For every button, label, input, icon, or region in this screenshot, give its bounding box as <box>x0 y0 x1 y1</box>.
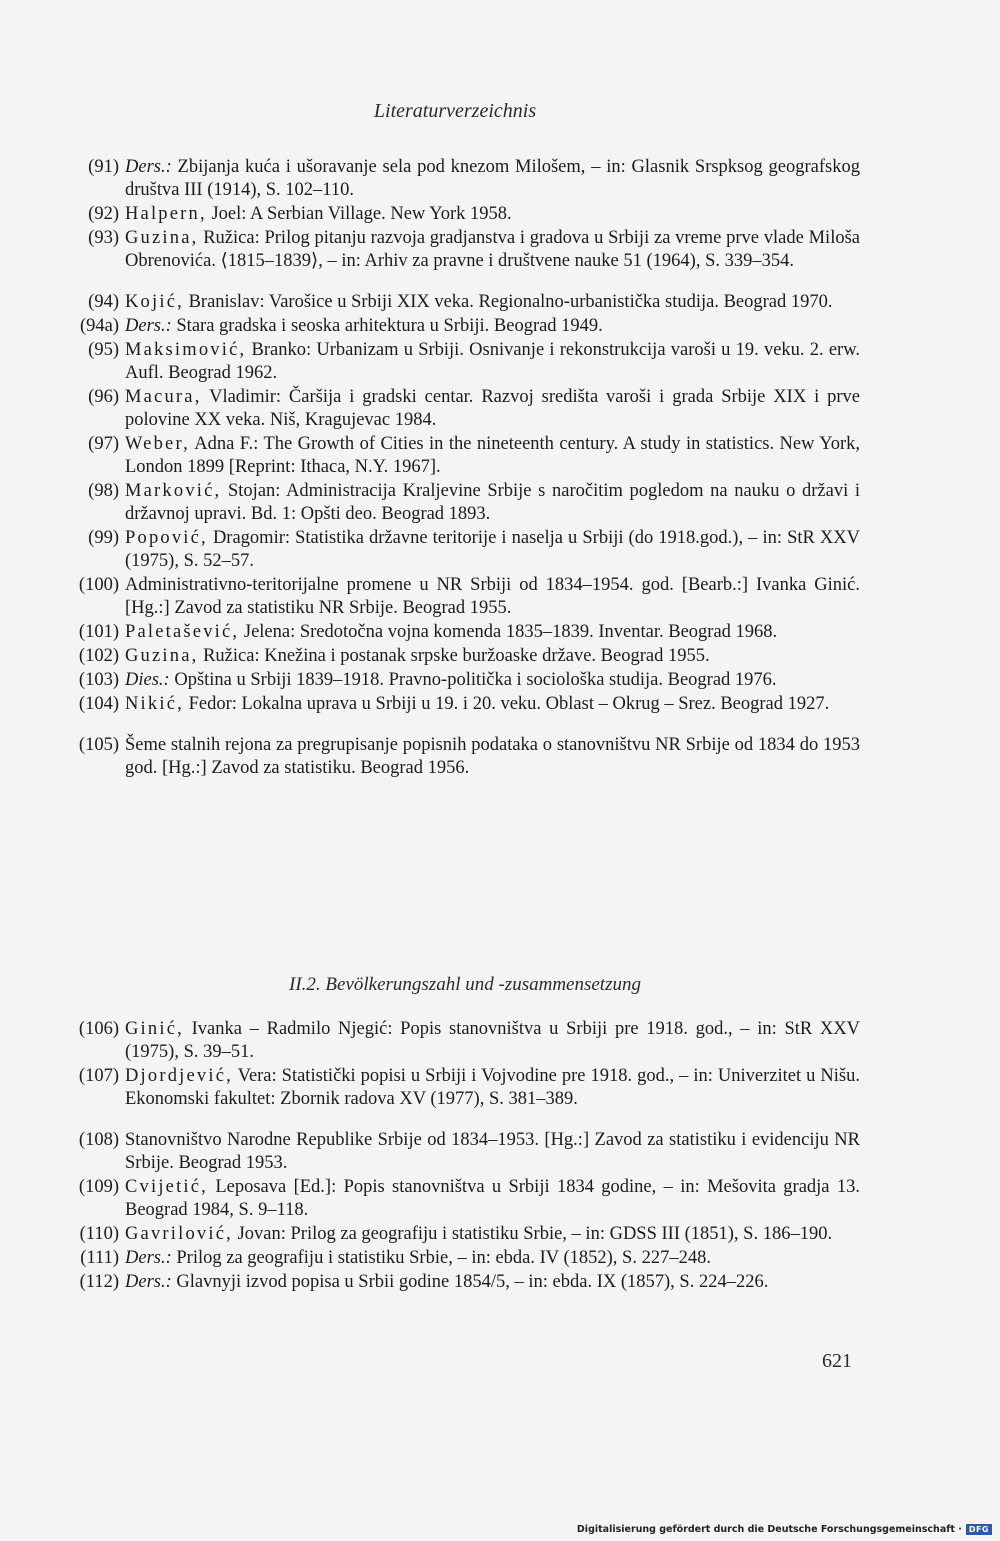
reference-body <box>125 291 860 314</box>
reference-number: (106) <box>78 1019 119 1039</box>
reference-number: (112) <box>79 1272 119 1292</box>
reference-number: (94) <box>88 292 119 312</box>
reference-author: Gavrilović, <box>125 1224 233 1244</box>
reference-body <box>125 574 860 620</box>
reference-entry <box>70 1247 860 1270</box>
reference-number: (99) <box>88 528 119 548</box>
reference-text: Jelena: Sredotočna vojna komenda 1835–1839. Inventar. Beograd 1968. <box>239 622 778 642</box>
reference-number: (105) <box>78 735 119 755</box>
reference-entry <box>70 227 860 273</box>
reference-body <box>125 156 860 202</box>
reference-entry <box>70 156 860 202</box>
reference-author: Kojić, <box>125 292 184 312</box>
reference-text: Leposava [Ed.]: Popis stanovništva u Srbiji 1834 godine, – in: Mešovita gradja 13. Beograd 1984, S. 9–118. <box>125 1177 860 1220</box>
reference-text: Vladimir: Čaršija i gradski centar. Razvoj središta varoši i grada Srbije XIX i prve polovine XX veka. Niš, Kragujevac 1984. <box>125 387 860 430</box>
reference-body <box>125 1247 860 1270</box>
reference-number: (96) <box>88 387 119 407</box>
reference-author: Marković, <box>125 481 222 501</box>
reference-body <box>125 645 860 668</box>
reference-entry <box>70 315 860 338</box>
reference-author: Ders.: <box>125 316 172 336</box>
reference-entry <box>70 734 860 780</box>
reference-text: Branko: Urbanizam u Srbiji. Osnivanje i rekonstrukcija varoši u 19. veku. 2. erw. Aufl. Beograd 1962. <box>125 340 860 383</box>
reference-text: Fedor: Lokalna uprava u Srbiji u 19. i 20. veku. Oblast – Okrug – Srez. Beograd 1927. <box>183 694 830 714</box>
reference-author: Ders.: <box>125 1248 172 1268</box>
reference-body <box>125 527 860 573</box>
reference-entry <box>70 203 860 226</box>
reference-body <box>125 1018 860 1064</box>
reference-entry <box>70 1129 860 1175</box>
reference-author: Maksimović, <box>125 340 247 360</box>
reference-author: Djordjević, <box>125 1066 233 1086</box>
reference-body <box>125 339 860 385</box>
reference-text: Stanovništvo Narodne Republike Srbije od 1834–1953. [Hg.:] Zavod za statistiku i evidenciju NR Srbije. Beograd 1953. <box>125 1130 860 1173</box>
reference-author: Guzina, <box>125 228 199 248</box>
reference-number: (107) <box>78 1066 119 1086</box>
reference-entry <box>70 1271 860 1294</box>
reference-author: Guzina, <box>125 646 199 666</box>
reference-entry <box>70 1223 860 1246</box>
reference-body <box>125 203 860 226</box>
reference-body <box>125 1271 860 1294</box>
reference-number: (110) <box>79 1224 119 1244</box>
reference-body <box>125 227 860 273</box>
reference-body <box>125 1065 860 1111</box>
reference-entry <box>70 291 860 314</box>
reference-entry <box>70 339 860 385</box>
reference-entry <box>70 669 860 692</box>
reference-number: (103) <box>78 670 119 690</box>
reference-number: (102) <box>78 646 119 666</box>
reference-number: (91) <box>88 157 119 177</box>
reference-text: Zbijanja kuća i ušoravanje sela pod knezom Milošem, – in: Glasnik Srspksog geografskog društva III (1914), S. 102–110. <box>125 157 860 200</box>
running-head: Literaturverzeichnis <box>373 100 537 122</box>
reference-author: Ders.: <box>125 157 172 177</box>
reference-text: Šeme stalnih rejona za pregrupisanje popisnih podataka o stanovništvu NR Srbije od 1834 do 1953 god. [Hg.:] Zavod za statistiku. Beograd 1956. <box>125 735 860 778</box>
reference-entry <box>70 1018 860 1064</box>
reference-author: Dies.: <box>125 670 170 690</box>
reference-text: Ružica: Knežina i postanak srpske buržoaske države. Beograd 1955. <box>198 646 710 666</box>
reference-entry <box>70 574 860 620</box>
reference-entry <box>70 693 860 716</box>
reference-text: Branislav: Varošice u Srbiji XIX veka. Regionalno-urbanistička studija. Beograd 1970. <box>183 292 833 312</box>
reference-body <box>125 386 860 432</box>
reference-entry <box>70 621 860 644</box>
reference-number: (111) <box>80 1248 119 1268</box>
digitization-footer <box>577 1524 992 1535</box>
reference-entry <box>70 1065 860 1111</box>
reference-author: Paletašević, <box>125 622 240 642</box>
reference-text: Ružica: Prilog pitanju razvoja gradjanstva i gradova u Srbiji za vreme prve vlade Miloša Obrenovića. ⟨1815–1839⟩, – in: Arhiv za pravne i društvene nauke 51 (1964), S. 339–354. <box>125 228 860 271</box>
reference-body <box>125 480 860 526</box>
footer-text: Digitalisierung gefördert durch die Deutsche Forschungsgemeinschaft · <box>576 1524 962 1535</box>
reference-number: (109) <box>78 1177 119 1197</box>
reference-list-settlements <box>70 156 860 781</box>
reference-number: (98) <box>88 481 119 501</box>
reference-author: Weber, <box>125 434 190 454</box>
reference-author: Ginić, <box>125 1019 184 1039</box>
reference-text: Administrativno-teritorijalne promene u NR Srbiji od 1834–1954. god. [Bearb.:] Ivanka Ginić. [Hg.:] Zavod za statistiku NR Srbije. Beograd 1955. <box>125 575 860 618</box>
reference-entry <box>70 527 860 573</box>
reference-number: (95) <box>88 340 119 360</box>
reference-number: (104) <box>78 694 119 714</box>
reference-body <box>125 433 860 479</box>
reference-body <box>125 621 860 644</box>
reference-body <box>125 1223 860 1246</box>
reference-author: Popović, <box>125 528 208 548</box>
reference-number: (108) <box>78 1130 119 1150</box>
reference-body <box>125 1129 860 1175</box>
reference-entry <box>70 480 860 526</box>
reference-text: Prilog za geografiju i statistiku Srbie, – in: ebda. IV (1852), S. 227–248. <box>171 1248 711 1268</box>
section-heading: II.2. Bevölkerungszahl und -zusammensetzung <box>289 974 641 995</box>
reference-body <box>125 693 860 716</box>
reference-text: Ivanka – Radmilo Njegić: Popis stanovništva u Srbiji pre 1918. god., – in: StR XXV (1975), S. 39–51. <box>125 1019 860 1062</box>
reference-body <box>125 734 860 780</box>
reference-text: Adna F.: The Growth of Cities in the nineteenth century. A study in statistics. New York, London 1899 [Reprint: Ithaca, N.Y. 1967]. <box>125 434 860 477</box>
reference-body <box>125 669 860 692</box>
reference-entry <box>70 386 860 432</box>
reference-entry <box>70 645 860 668</box>
dfg-logo: DFG <box>966 1524 992 1535</box>
reference-body <box>125 315 860 338</box>
reference-number: (101) <box>78 622 119 642</box>
reference-number: (97) <box>88 434 119 454</box>
reference-text: Stara gradska i seoska arhitektura u Srbiji. Beograd 1949. <box>171 316 603 336</box>
reference-text: Jovan: Prilog za geografiju i statistiku Srbie, – in: GDSS III (1851), S. 186–190. <box>232 1224 833 1244</box>
reference-number: (100) <box>78 575 119 595</box>
reference-author: Nikić, <box>125 694 184 714</box>
reference-author: Halpern, <box>125 204 207 224</box>
reference-text: Glavnyji izvod popisa u Srbii godine 1854/5, – in: ebda. IX (1857), S. 224–226. <box>171 1272 769 1292</box>
reference-author: Ders.: <box>125 1272 172 1292</box>
reference-text: Vera: Statistički popisi u Srbiji i Vojvodine pre 1918. god., – in: Univerzitet u Nišu. Ekonomski fakultet: Zbornik radova XV (1977), S. 381–389. <box>125 1066 860 1109</box>
reference-text: Joel: A Serbian Village. New York 1958. <box>206 204 512 224</box>
reference-author: Macura, <box>125 387 202 407</box>
reference-entry <box>70 1176 860 1222</box>
reference-number: (92) <box>88 204 119 224</box>
reference-entry <box>70 433 860 479</box>
page-number: 621 <box>822 1350 852 1372</box>
reference-text: Opština u Srbiji 1839–1918. Pravno-politička i sociološka studija. Beograd 1976. <box>169 670 777 690</box>
reference-number: (93) <box>88 228 119 248</box>
reference-list-population <box>70 1018 860 1295</box>
reference-text: Stojan: Administracija Kraljevine Srbije s naročitim pogledom na nauku o državi i državnoj upravi. Bd. 1: Opšti deo. Beograd 1893. <box>125 481 860 524</box>
reference-number: (94a) <box>79 316 119 336</box>
reference-body <box>125 1176 860 1222</box>
reference-author: Cvijetić, <box>125 1177 208 1197</box>
reference-text: Dragomir: Statistika državne teritorije i naselja u Srbiji (do 1918.god.), – in: StR XXV (1975), S. 52–57. <box>125 528 860 571</box>
